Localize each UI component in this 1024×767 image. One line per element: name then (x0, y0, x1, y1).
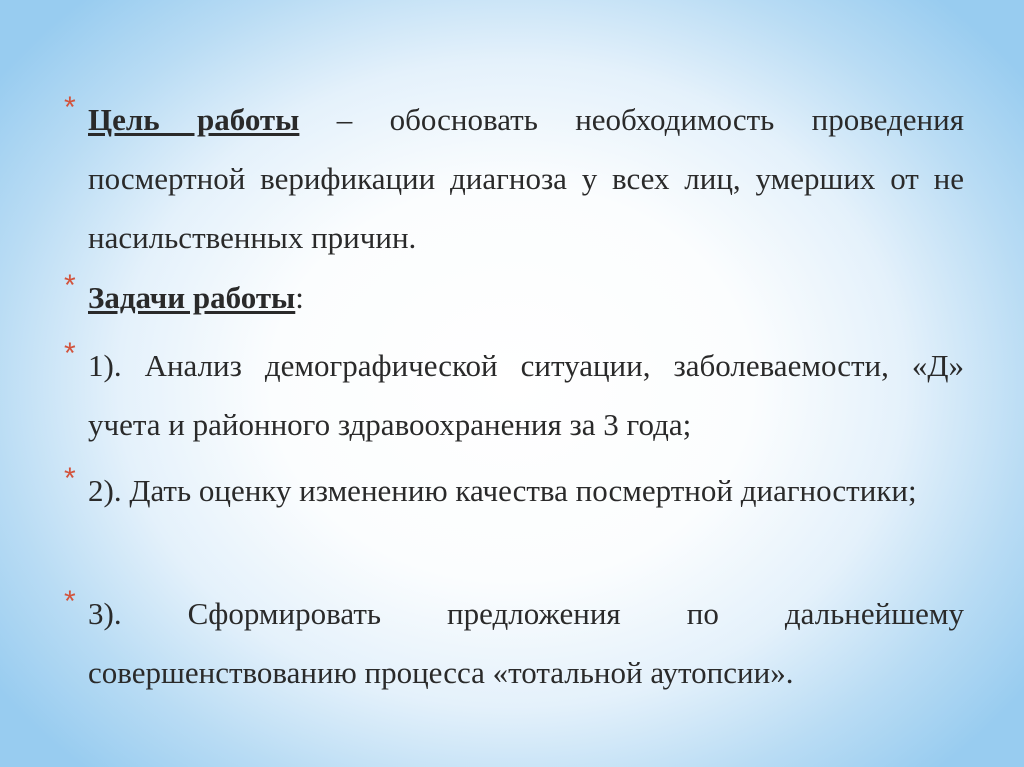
bullet-goal (64, 90, 964, 267)
bullet-star-icon: * (64, 91, 76, 124)
bullet-star-icon: * (64, 337, 76, 370)
tasks-colon: : (295, 280, 304, 315)
task-1-text: 1). Анализ демографической ситуации, заболеваемости, «Д» учета и районного здравоохранения за 3 года; (88, 348, 964, 442)
bullet-task-1 (64, 336, 964, 454)
bullet-star-icon: * (64, 269, 76, 302)
bullet-star-icon: * (64, 585, 76, 618)
bullet-task-3 (64, 584, 964, 702)
task-2-text: 2). Дать оценку изменению качества посмертной диагностики; (88, 473, 917, 508)
bullet-task-2 (64, 461, 964, 520)
goal-label: Цель работы (88, 102, 300, 137)
tasks-label: Задачи работы (88, 280, 296, 315)
bullet-star-icon: * (64, 462, 76, 495)
goal-text: – обосновать необходимость проведения посмертной верификации диагноза у всех лиц, умерших от не насильственных причин. (88, 102, 964, 255)
bullet-tasks-heading (64, 268, 964, 327)
task-3-text: 3). Сформировать предложения по дальнейшему совершенствованию процесса «тотальной аутопсии». (88, 596, 964, 690)
